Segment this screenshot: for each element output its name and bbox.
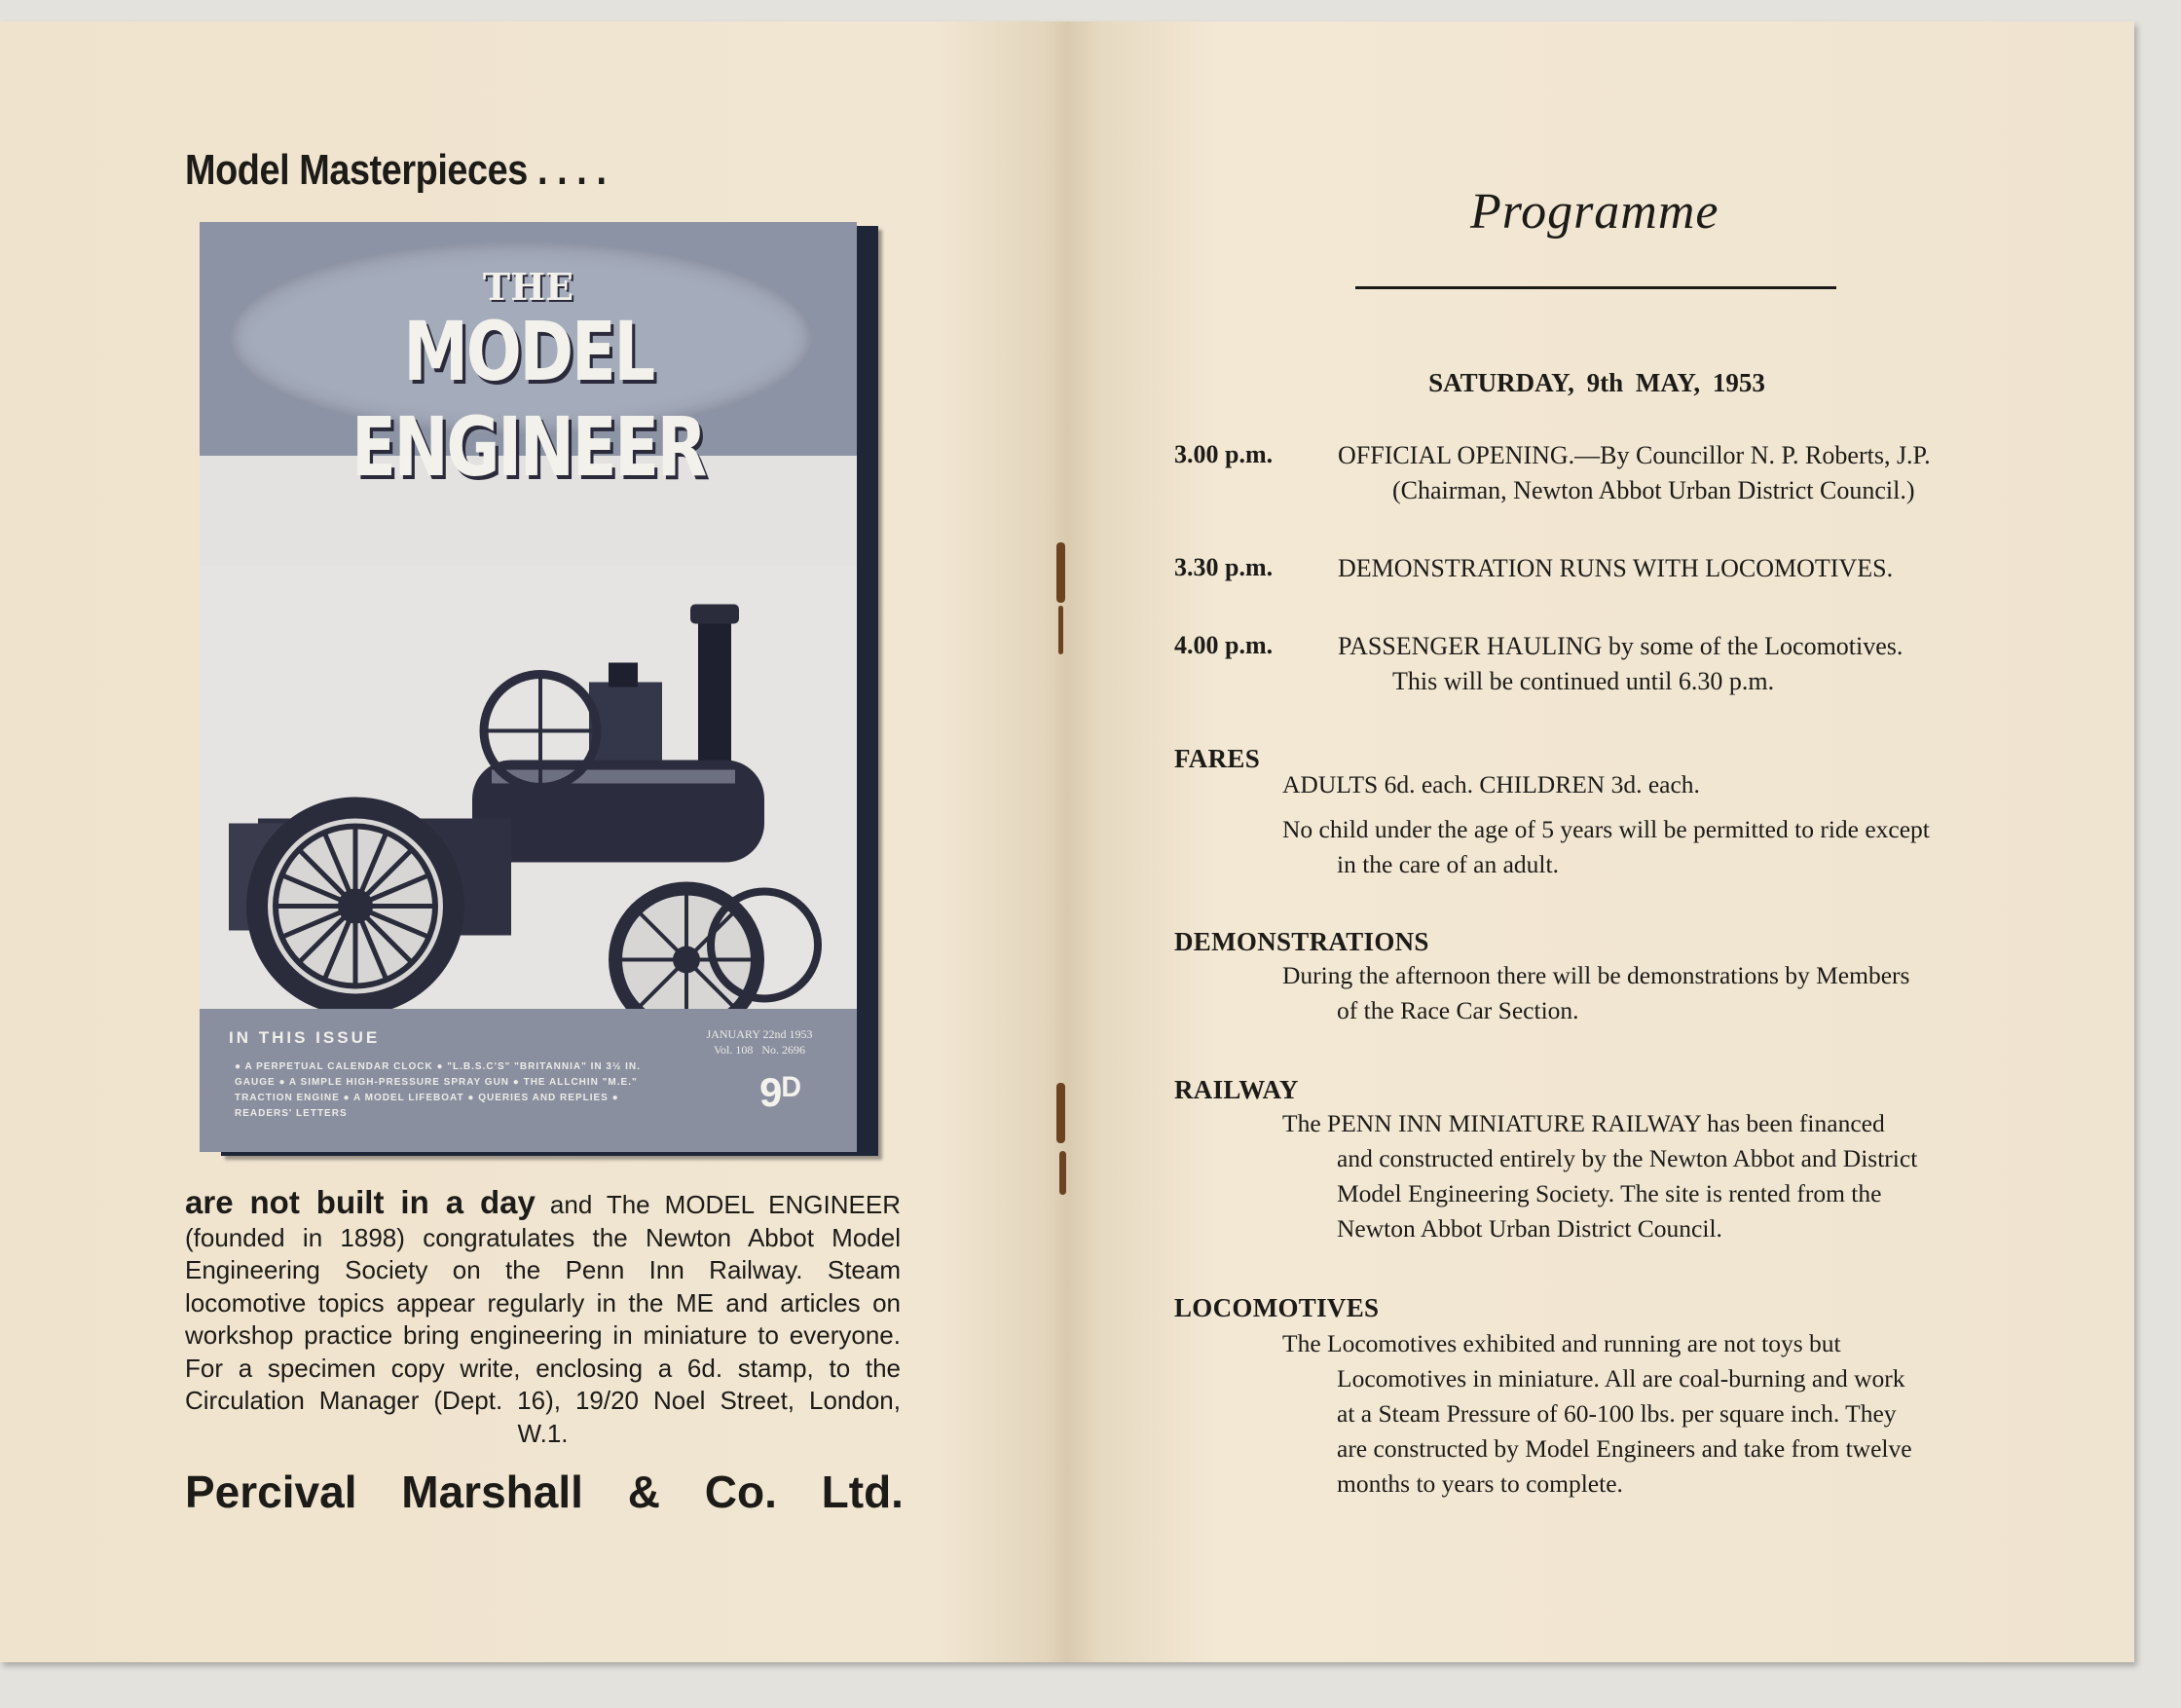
title-rule — [1355, 286, 1836, 289]
magazine-title: MODEL ENGINEER — [351, 304, 705, 495]
locomotives-line: The Locomotives exhibited and running are not toys but — [1282, 1329, 1841, 1357]
event-line: This will be continued until 6.30 p.m. — [1392, 667, 1775, 695]
event-description — [1338, 551, 2019, 586]
locomotives-line: months to years to complete. — [1337, 1469, 1623, 1498]
magazine-contents-list: ● A PERPETUAL CALENDAR CLOCK ● "L.B.S.C'S" "BRITANNIA" IN 3½ IN. GAUGE ● A SIMPLE HIGH-PRESSURE SPRAY GUN ● THE ALLCHIN "M.E." TRACTION ENGINE ● A MODEL LIFEBOAT ● QUERIES AND REPLIES ● READERS' LETTERS — [235, 1061, 641, 1119]
magazine-number: No. 2696 — [761, 1043, 806, 1057]
locomotives-heading: LOCOMOTIVES — [1174, 1293, 1380, 1322]
event-time: 3.30 p.m. — [1174, 553, 1274, 581]
event-description — [1338, 438, 2019, 508]
publisher-word: Percival — [185, 1467, 357, 1517]
staple-top-lower — [1058, 606, 1063, 654]
magazine-date: JANUARY 22nd 1953 — [706, 1027, 813, 1041]
event-description — [1338, 629, 2019, 699]
fares-line: No child under the age of 5 years will be permitted to ride except — [1282, 815, 1930, 843]
demonstrations-heading: DEMONSTRATIONS — [1174, 927, 1429, 956]
publisher-word: Marshall — [401, 1467, 583, 1517]
fares-body — [1282, 767, 2018, 882]
demonstrations-body — [1282, 958, 2018, 1028]
railway-line: and constructed entirely by the Newton Abbot and District — [1337, 1144, 1918, 1172]
fares-line: ADULTS 6d. each. CHILDREN 3d. each. — [1282, 770, 1700, 798]
ad-heading: Model Masterpieces . . . . — [185, 146, 607, 194]
magazine-cover-image — [200, 222, 857, 1152]
publisher-word: Ltd. — [821, 1467, 904, 1517]
event-line: (Chairman, Newton Abbot Urban District Council.) — [1392, 476, 1915, 504]
programme-title: Programme — [1470, 184, 1719, 240]
event-line: PASSENGER HAULING by some of the Locomotives. — [1338, 632, 1904, 660]
staple-top — [1056, 542, 1065, 603]
demonstrations-line: of the Race Car Section. — [1337, 996, 1579, 1024]
locomotives-body — [1282, 1326, 2018, 1502]
railway-body — [1282, 1106, 2018, 1246]
magazine-vol-no — [686, 1042, 832, 1058]
in-this-issue-label: IN THIS ISSUE — [229, 1028, 381, 1047]
fares-heading: FARES — [1174, 744, 1261, 773]
locomotives-line: at a Steam Pressure of 60-100 lbs. per square inch. They — [1337, 1399, 1897, 1428]
demonstrations-line: During the afternoon there will be demonstrations by Members — [1282, 961, 1910, 989]
ad-lead-phrase: are not built in a day — [185, 1184, 536, 1220]
ad-body-text: and The MODEL ENGINEER (founded in 1898) congratulates the Newton Abbot Model Engineering Society on the Penn Inn Railway. Steam locomotive topics appear regularly in the ME and articles on workshop practice bring engineering in miniature to everyone. For a specimen copy write, enclosing a 6d. stamp, to the Circulation Manager (Dept. 16), 19/20 Noel Street, London, W.1. — [185, 1190, 901, 1448]
railway-line: Newton Abbot Urban District Council. — [1337, 1214, 1722, 1243]
staple-bottom-lower — [1059, 1151, 1066, 1195]
ad-body-paragraph — [185, 1186, 901, 1450]
event-time: 4.00 p.m. — [1174, 631, 1274, 659]
magazine-issue-info — [686, 1026, 832, 1058]
magazine-contents-panel — [200, 1009, 857, 1152]
event-line: OFFICIAL OPENING.—By Councillor N. P. Roberts, J.P. — [1338, 441, 1931, 469]
staple-bottom — [1056, 1083, 1065, 1143]
magazine-price: 9ᴰ — [759, 1069, 801, 1115]
event-time: 3.00 p.m. — [1174, 440, 1274, 468]
locomotives-line: Locomotives in miniature. All are coal-burning and work — [1337, 1364, 1905, 1392]
magazine-the: THE — [482, 265, 574, 309]
magazine-masthead — [200, 222, 857, 495]
event-line: DEMONSTRATION RUNS WITH LOCOMOTIVES. — [1338, 554, 1894, 582]
railway-line: Model Engineering Society. The site is rented from the — [1337, 1179, 1882, 1207]
programme-date: SATURDAY, 9th MAY, 1953 — [1428, 368, 1765, 397]
fares-line: in the care of an adult. — [1337, 850, 1559, 878]
locomotives-line: are constructed by Model Engineers and take from twelve — [1337, 1434, 1912, 1463]
publisher-word: & — [627, 1467, 660, 1517]
publisher-name — [185, 1466, 904, 1518]
railway-line: The PENN INN MINIATURE RAILWAY has been financed — [1282, 1109, 1885, 1137]
magazine-volume: Vol. 108 — [713, 1043, 754, 1057]
railway-heading: RAILWAY — [1174, 1075, 1299, 1104]
publisher-word: Co. — [704, 1467, 777, 1517]
